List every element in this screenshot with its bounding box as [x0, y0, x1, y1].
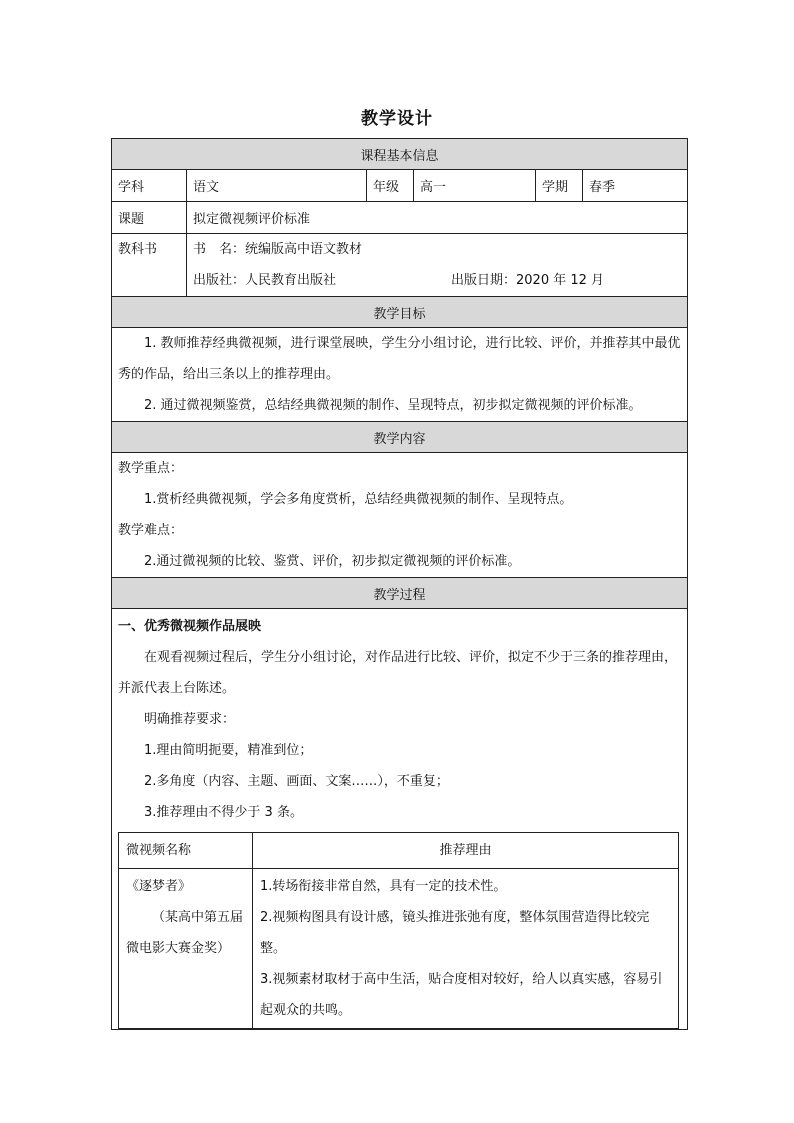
publisher: 出版社：人民教育出版社 — [193, 273, 337, 288]
requirement-item: 1.理由简明扼要，精准到位； — [144, 743, 313, 758]
difficult-point-item: 2.通过微视频的比较、鉴赏、评价，初步拟定微视频的评价标准。 — [144, 554, 521, 569]
subject-value: 语文 — [187, 170, 367, 202]
requirement-item: 2.多角度（内容、主题、画面、文案……），不重复； — [144, 774, 449, 789]
objective-item: 2. 通过微视频鉴赏，总结经典微视频的制作、呈现特点，初步拟定微视频的评价标准。 — [144, 398, 642, 413]
topic-row — [112, 202, 688, 234]
publication-date: 出版日期：2020 年 12 月 — [451, 273, 605, 288]
recommendation-header-row — [119, 833, 679, 869]
process-heading: 一、优秀微视频作品展映 — [118, 619, 262, 634]
video-title: 《逐梦者》 — [126, 879, 192, 894]
section-objectives: 教学目标 — [112, 297, 688, 328]
objectives-row — [112, 328, 688, 422]
process-row — [112, 609, 688, 1030]
section-content: 教学内容 — [112, 422, 688, 453]
recommendation-table — [118, 832, 679, 1029]
section-basic-info: 课程基本信息 — [112, 139, 688, 170]
requirements-label: 明确推荐要求： — [144, 712, 236, 727]
grade-label: 年级 — [367, 170, 414, 202]
content-row — [112, 453, 688, 578]
section-header-row — [112, 139, 688, 170]
video-name-header: 微视频名称 — [119, 833, 253, 869]
reason-item: 2.视频构图具有设计感，镜头推进张弛有度，整体氛围营造得比较完整。 — [260, 910, 650, 956]
page-title: 教学设计 — [361, 109, 433, 129]
subject-label: 学科 — [112, 170, 187, 202]
info-row — [112, 170, 688, 202]
reason-item: 3.视频素材取材于高中生活，贴合度相对较好，给人以真实感，容易引起观众的共鸣。 — [260, 972, 663, 1018]
textbook-row — [112, 234, 688, 297]
topic-label: 课题 — [112, 202, 187, 234]
key-point-item: 1.赏析经典微视频，学会多角度赏析，总结经典微视频的制作、呈现特点。 — [144, 492, 573, 507]
difficult-points-label: 教学难点： — [118, 523, 184, 538]
reason-item: 1.转场衔接非常自然，具有一定的技术性。 — [260, 879, 507, 894]
objective-item: 1. 教师推荐经典微视频，进行课堂展映，学生分小组讨论，进行比较、评价，并推荐其中最优秀的作品，给出三条以上的推荐理由。 — [118, 336, 681, 382]
book-name: 书 名：统编版高中语文教材 — [193, 242, 363, 257]
section-process: 教学过程 — [112, 578, 688, 609]
textbook-label: 教科书 — [118, 242, 158, 257]
key-points-label: 教学重点： — [118, 461, 184, 476]
lesson-table — [111, 138, 688, 1030]
section-header-row — [112, 422, 688, 453]
video-award: （某高中第五届微电影大赛金奖） — [126, 910, 244, 956]
section-header-row — [112, 297, 688, 328]
requirement-item: 3.推荐理由不得少于 3 条。 — [144, 805, 303, 820]
term-label: 学期 — [536, 170, 583, 202]
recommendation-row — [119, 869, 679, 1029]
reason-header: 推荐理由 — [253, 833, 679, 869]
process-intro: 在观看视频过程后，学生分小组讨论，对作品进行比较、评价，拟定不少于三条的推荐理由，并派代表上台陈述。 — [118, 650, 678, 696]
section-header-row — [112, 578, 688, 609]
topic-value: 拟定微视频评价标准 — [187, 202, 688, 234]
grade-value: 高一 — [414, 170, 536, 202]
term-value: 春季 — [583, 170, 688, 202]
